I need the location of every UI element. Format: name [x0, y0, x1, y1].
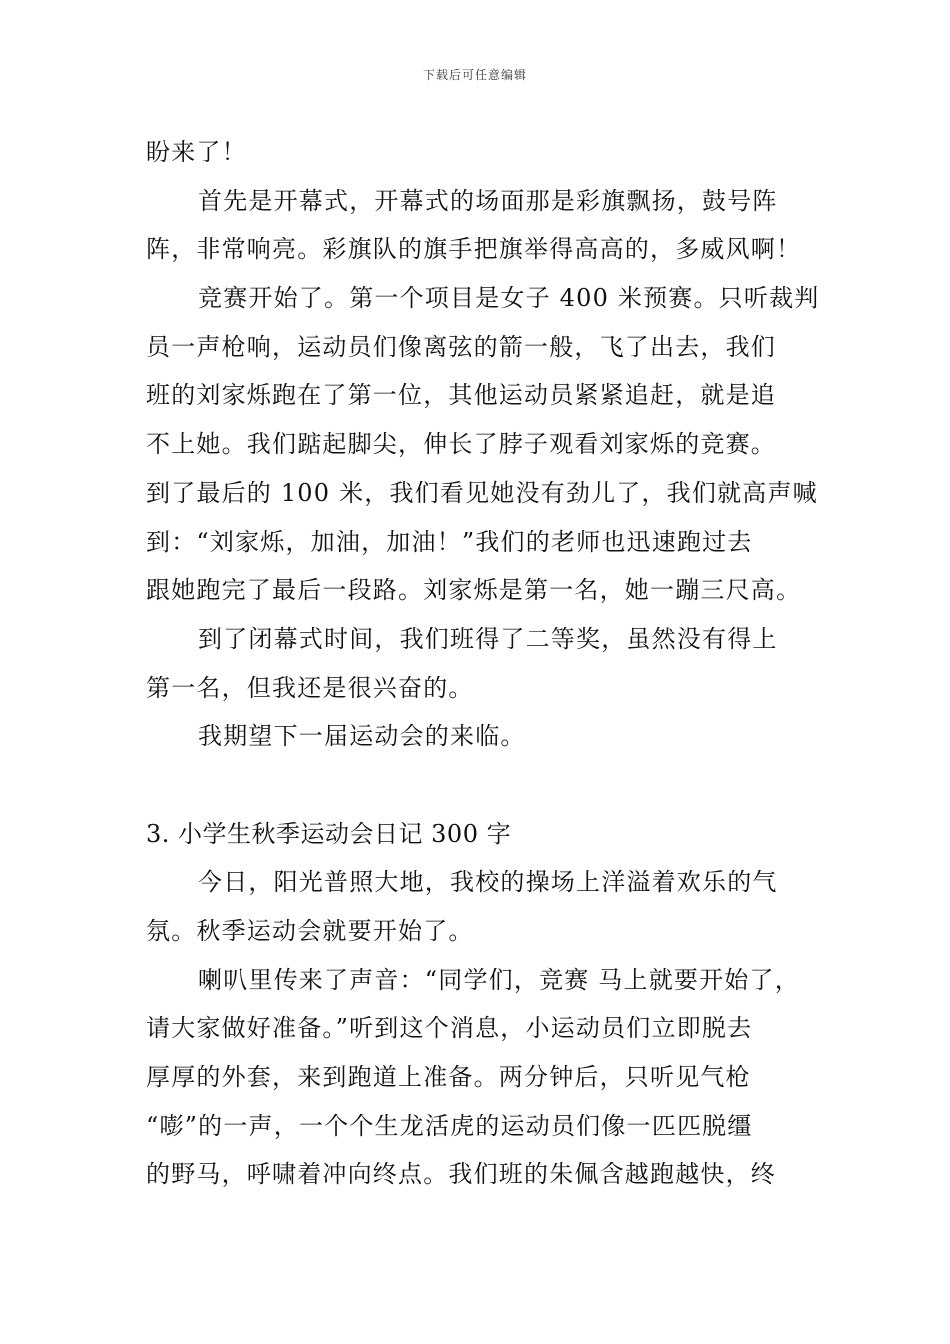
text-line: 的野马，呼啸着冲向终点。我们班的朱佩含越跑越快，终	[146, 1160, 776, 1189]
paragraph-start-line: 我期望下一届运动会的来临。	[198, 722, 526, 751]
text-line: “嘭”的一声，一个个生龙活虎的运动员们像一匹匹脱缰	[146, 1111, 753, 1140]
text-line: 请大家做好准备。”听到这个消息，小运动员们立即脱去	[146, 1014, 753, 1043]
paragraph-start-line: 今日，阳光普照大地，我校的操场上洋溢着欢乐的气	[198, 868, 778, 897]
text-line: 不上她。我们踮起脚尖，伸长了脖子观看刘家烁的竞赛。	[146, 430, 776, 459]
text-line: 员一声枪响，运动员们像离弦的箭一般，飞了出去，我们	[146, 332, 776, 361]
paragraph-start-line: 喇叭里传来了声音：“同学们，竞赛 马上就要开始了，	[198, 965, 800, 994]
header-note: 下载后可任意编辑	[422, 68, 527, 82]
text-line: 跟她跑完了最后一段路。刘家烁是第一名，她一蹦三尺高。	[146, 576, 802, 605]
text-line: 到了最后的 100 米，我们看见她没有劲儿了，我们就高声喊	[146, 478, 818, 507]
section-heading: 3. 小学生秋季运动会日记 300 字	[146, 819, 512, 848]
blank-line	[146, 761, 806, 810]
text-line: 班的刘家烁跑在了第一位，其他运动员紧紧追赶，就是追	[146, 381, 776, 410]
paragraph-start-line: 到了闭幕式时间，我们班得了二等奖，虽然没有得上	[198, 624, 778, 653]
text-line: 厚厚的外套，来到跑道上准备。两分钟后，只听见气枪	[146, 1063, 751, 1092]
text-line: 阵，非常响亮。彩旗队的旗手把旗举得高高的，多威风啊！	[146, 235, 802, 264]
text-line: 氛。秋季运动会就要开始了。	[146, 917, 474, 945]
text-line: 到：“刘家烁，加油，加油！”我们的老师也迅速跑过去	[146, 527, 753, 556]
text-line: 第一名，但我还是很兴奋的。	[146, 673, 474, 702]
body-text	[146, 128, 820, 1199]
text-line: 盼来了！	[146, 138, 247, 166]
paragraph-start-line: 竞赛开始了。第一个项目是女子 400 米预赛。只听裁判	[198, 284, 820, 313]
paragraph-start-line: 首先是开幕式，开幕式的场面那是彩旗飘扬，鼓号阵	[198, 186, 778, 215]
